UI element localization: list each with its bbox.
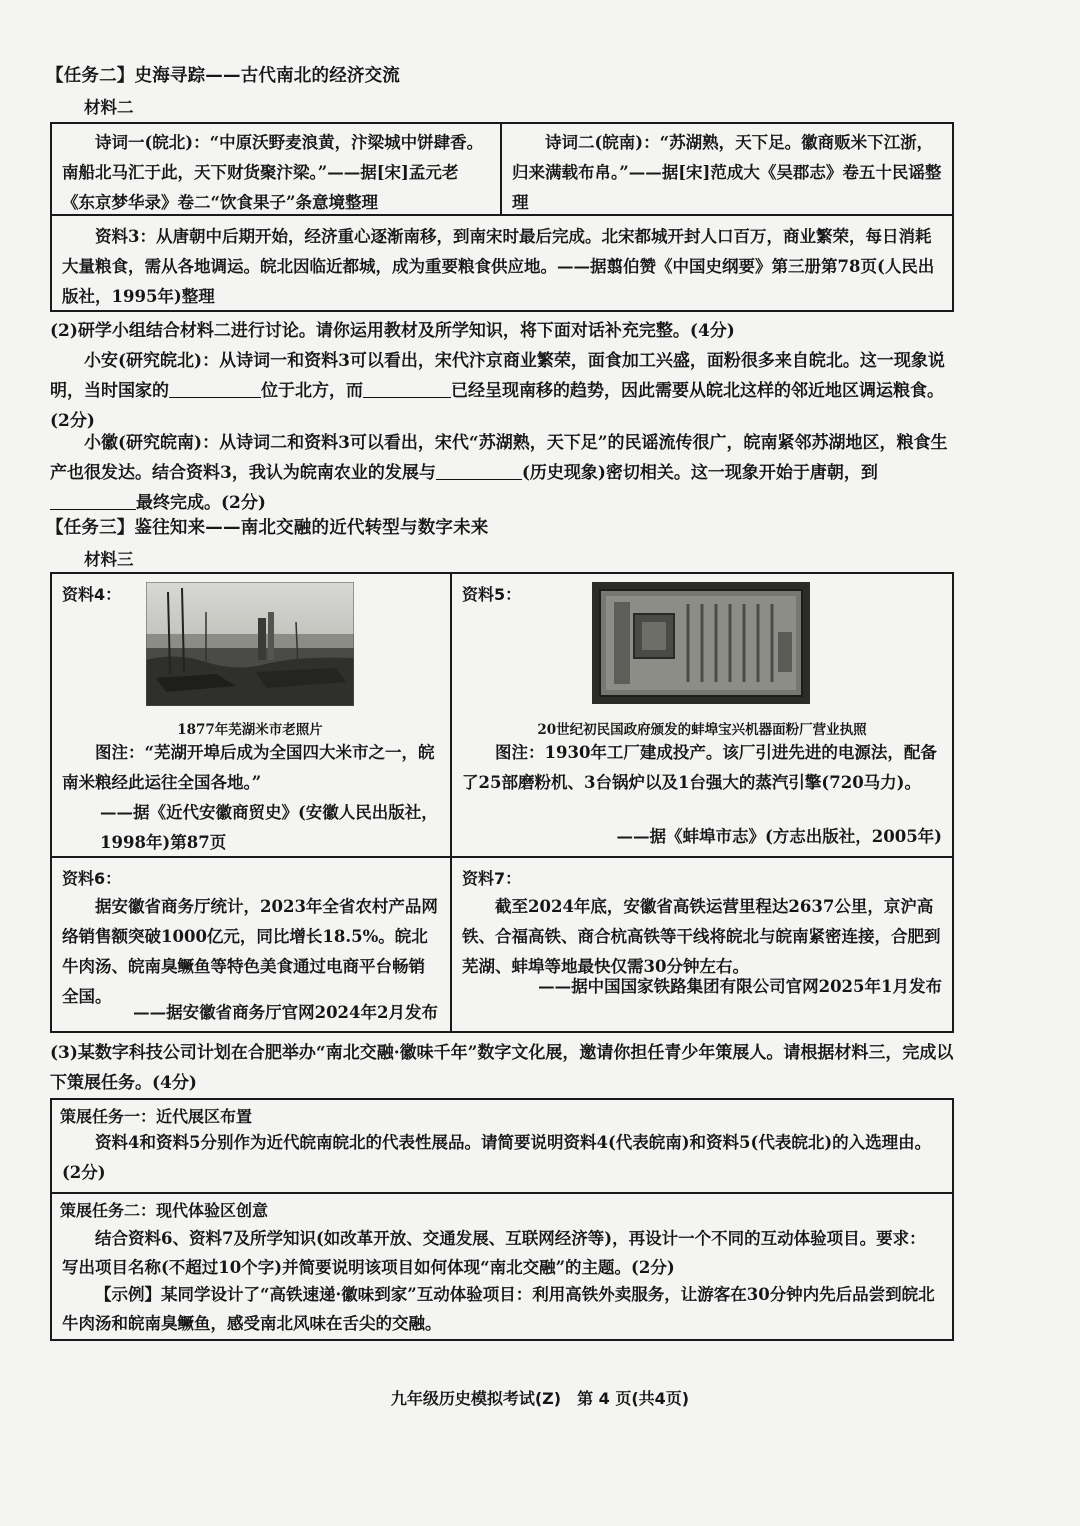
poem2-text: 诗词二(皖南)：“苏湖熟，天下足。徽商贩米下江浙，归来满载布帛。”——据[宋]范成大《吴郡志》卷五十民谣整理 [512,133,942,212]
curation-task2-example: 【示例】某同学设计了“高铁速递·徽味到家”互动体验项目：利用高铁外卖服务，让游客在30分钟内先后品尝到皖北牛肉汤和皖南臭鳜鱼，感受南北风味在舌尖的交融。 [62,1285,935,1333]
q2-hui-dialogue [50,428,956,518]
curation-task2-title: 策展任务二：现代体验区创意 [60,1201,269,1220]
source7-label: 资料7： [462,869,522,888]
source7-text: 截至2024年底，安徽省高铁运营里程达2637公里，京沪高铁、合福高铁、商合杭高铁等干线将皖北与皖南紧密连接，合肥到芜湖、蚌埠等地最快仅需30分钟左右。 [462,897,941,976]
answer-blank-2[interactable] [363,380,451,398]
q2-hui-part1: 小徽(研究皖南)：从诗词二和资料3可以看出，宋代“苏湖熟，天下足”的民谣流传很广，皖南紧邻苏湖地区，粮食生产也很发达。结合资料3，我认为皖南农业的发展与 [50,433,948,483]
curation-tasks-divider [50,1192,954,1194]
source6-text: 据安徽省商务厅统计，2023年全省农村产品网络销售额突破1000亿元，同比增长18.5%。皖北牛肉汤、皖南臭鳜鱼等特色美食通过电商平台畅销全国。 [62,897,438,1006]
source5-citation: ——据《蚌埠市志》(方志出版社，2005年) [616,827,942,846]
q2-stem: (2)研学小组结合材料二进行讨论。请你运用教材及所学知识，将下面对话补充完整。(4分) [50,321,735,341]
source5-note: 图注：1930年工厂建成投产。该厂引进先进的电源法，配备了25部磨粉机、3台锅炉以及1台强大的蒸汽引擎(720马力)。 [462,743,937,792]
wuhu-rice-market-photo [146,582,354,706]
flour-mill-license-photo [592,582,810,704]
material2-label: 材料二 [84,98,134,117]
license-image [592,582,810,704]
material3-label: 材料三 [84,550,134,569]
source7-citation: ——据中国国家铁路集团有限公司官网2025年1月发布 [538,977,942,996]
source4-label: 资料4： [62,585,122,604]
old-photo-image [146,582,354,706]
source4-caption: 1877年芜湖米市老照片 [177,722,323,738]
task3-heading: 【任务三】鉴往知来——南北交融的近代转型与数字未来 [46,518,489,538]
curation-task1-title: 策展任务一：近代展区布置 [60,1107,253,1126]
source6-citation: ——据安徽省商务厅官网2024年2月发布 [133,1003,438,1022]
q2-an-part1: 小安(研究皖北)：从诗词一和资料3可以看出，宋代汴京商业繁荣，面食加工兴盛，面粉很多来自皖北。这一现象说明，当时国家的 [50,351,945,401]
source3-text: 资料3：从唐朝中后期开始，经济重心逐渐南移，到南宋时最后完成。北宋都城开封人口百万，商业繁荣，每日消耗大量粮食，需从各地调运。皖北因临近都城，成为重要粮食供应地。——据翦伯赞《中国史纲要》第三册第78页(人民出版社，1995年)整理 [62,227,935,306]
page-footer: 九年级历史模拟考试(Z) 第 4 页(共4页) [390,1389,690,1408]
source6-label: 资料6： [62,869,122,888]
answer-blank-3[interactable] [436,462,522,480]
answer-blank-1[interactable] [169,380,261,398]
q2-hui-part3: 最终完成。(2分) [136,493,266,513]
task2-heading: 【任务二】史海寻踪——古代南北的经济交流 [46,66,400,86]
q2-an-part3: 已经呈现南移的趋势，因此需要从皖北这样的邻近地区调运粮食。(2分) [50,381,944,431]
poem1-text: 诗词一(皖北)：“中原沃野麦浪黄，汴梁城中饼肆香。南船北马汇于此，天下财货聚汴梁。”——据[宋]孟元老《东京梦华录》卷二“饮食果子”条意境整理 [62,133,484,212]
q3-stem: (3)某数字科技公司计划在合肥举办“南北交融·徽味千年”数字文化展，邀请你担任青少年策展人。请根据材料三，完成以下策展任务。(4分) [50,1043,954,1093]
source4-note: 图注：“芜湖开埠后成为全国四大米市之一，皖南米粮经此运往全国各地。” [62,743,435,792]
source5-label: 资料5： [462,585,522,604]
curation-task1-text: 资料4和资料5分别作为近代皖南皖北的代表性展品。请简要说明资料4(代表皖南)和资料5(代表皖北)的入选理由。(2分) [62,1133,932,1182]
source5-caption: 20世纪初民国政府颁发的蚌埠宝兴机器面粉厂营业执照 [537,722,867,738]
q2-hui-part2: (历史现象)密切相关。这一现象开始于唐朝，到 [521,463,878,483]
source4-citation: ——据《近代安徽商贸史》(安徽人民出版社，1998年)第87页 [100,803,438,852]
curation-task2-text: 结合资料6、资料7及所学知识(如改革开放、交通发展、互联网经济等)，再设计一个不同的互动体验项目。要求：写出项目名称(不超过10个字)并简要说明该项目如何体现“南北交融”的主题。(2分) [62,1229,926,1277]
q2-an-dialogue [50,346,956,436]
answer-blank-4[interactable] [50,492,136,510]
q2-an-part2: 位于北方，而 [261,381,363,401]
